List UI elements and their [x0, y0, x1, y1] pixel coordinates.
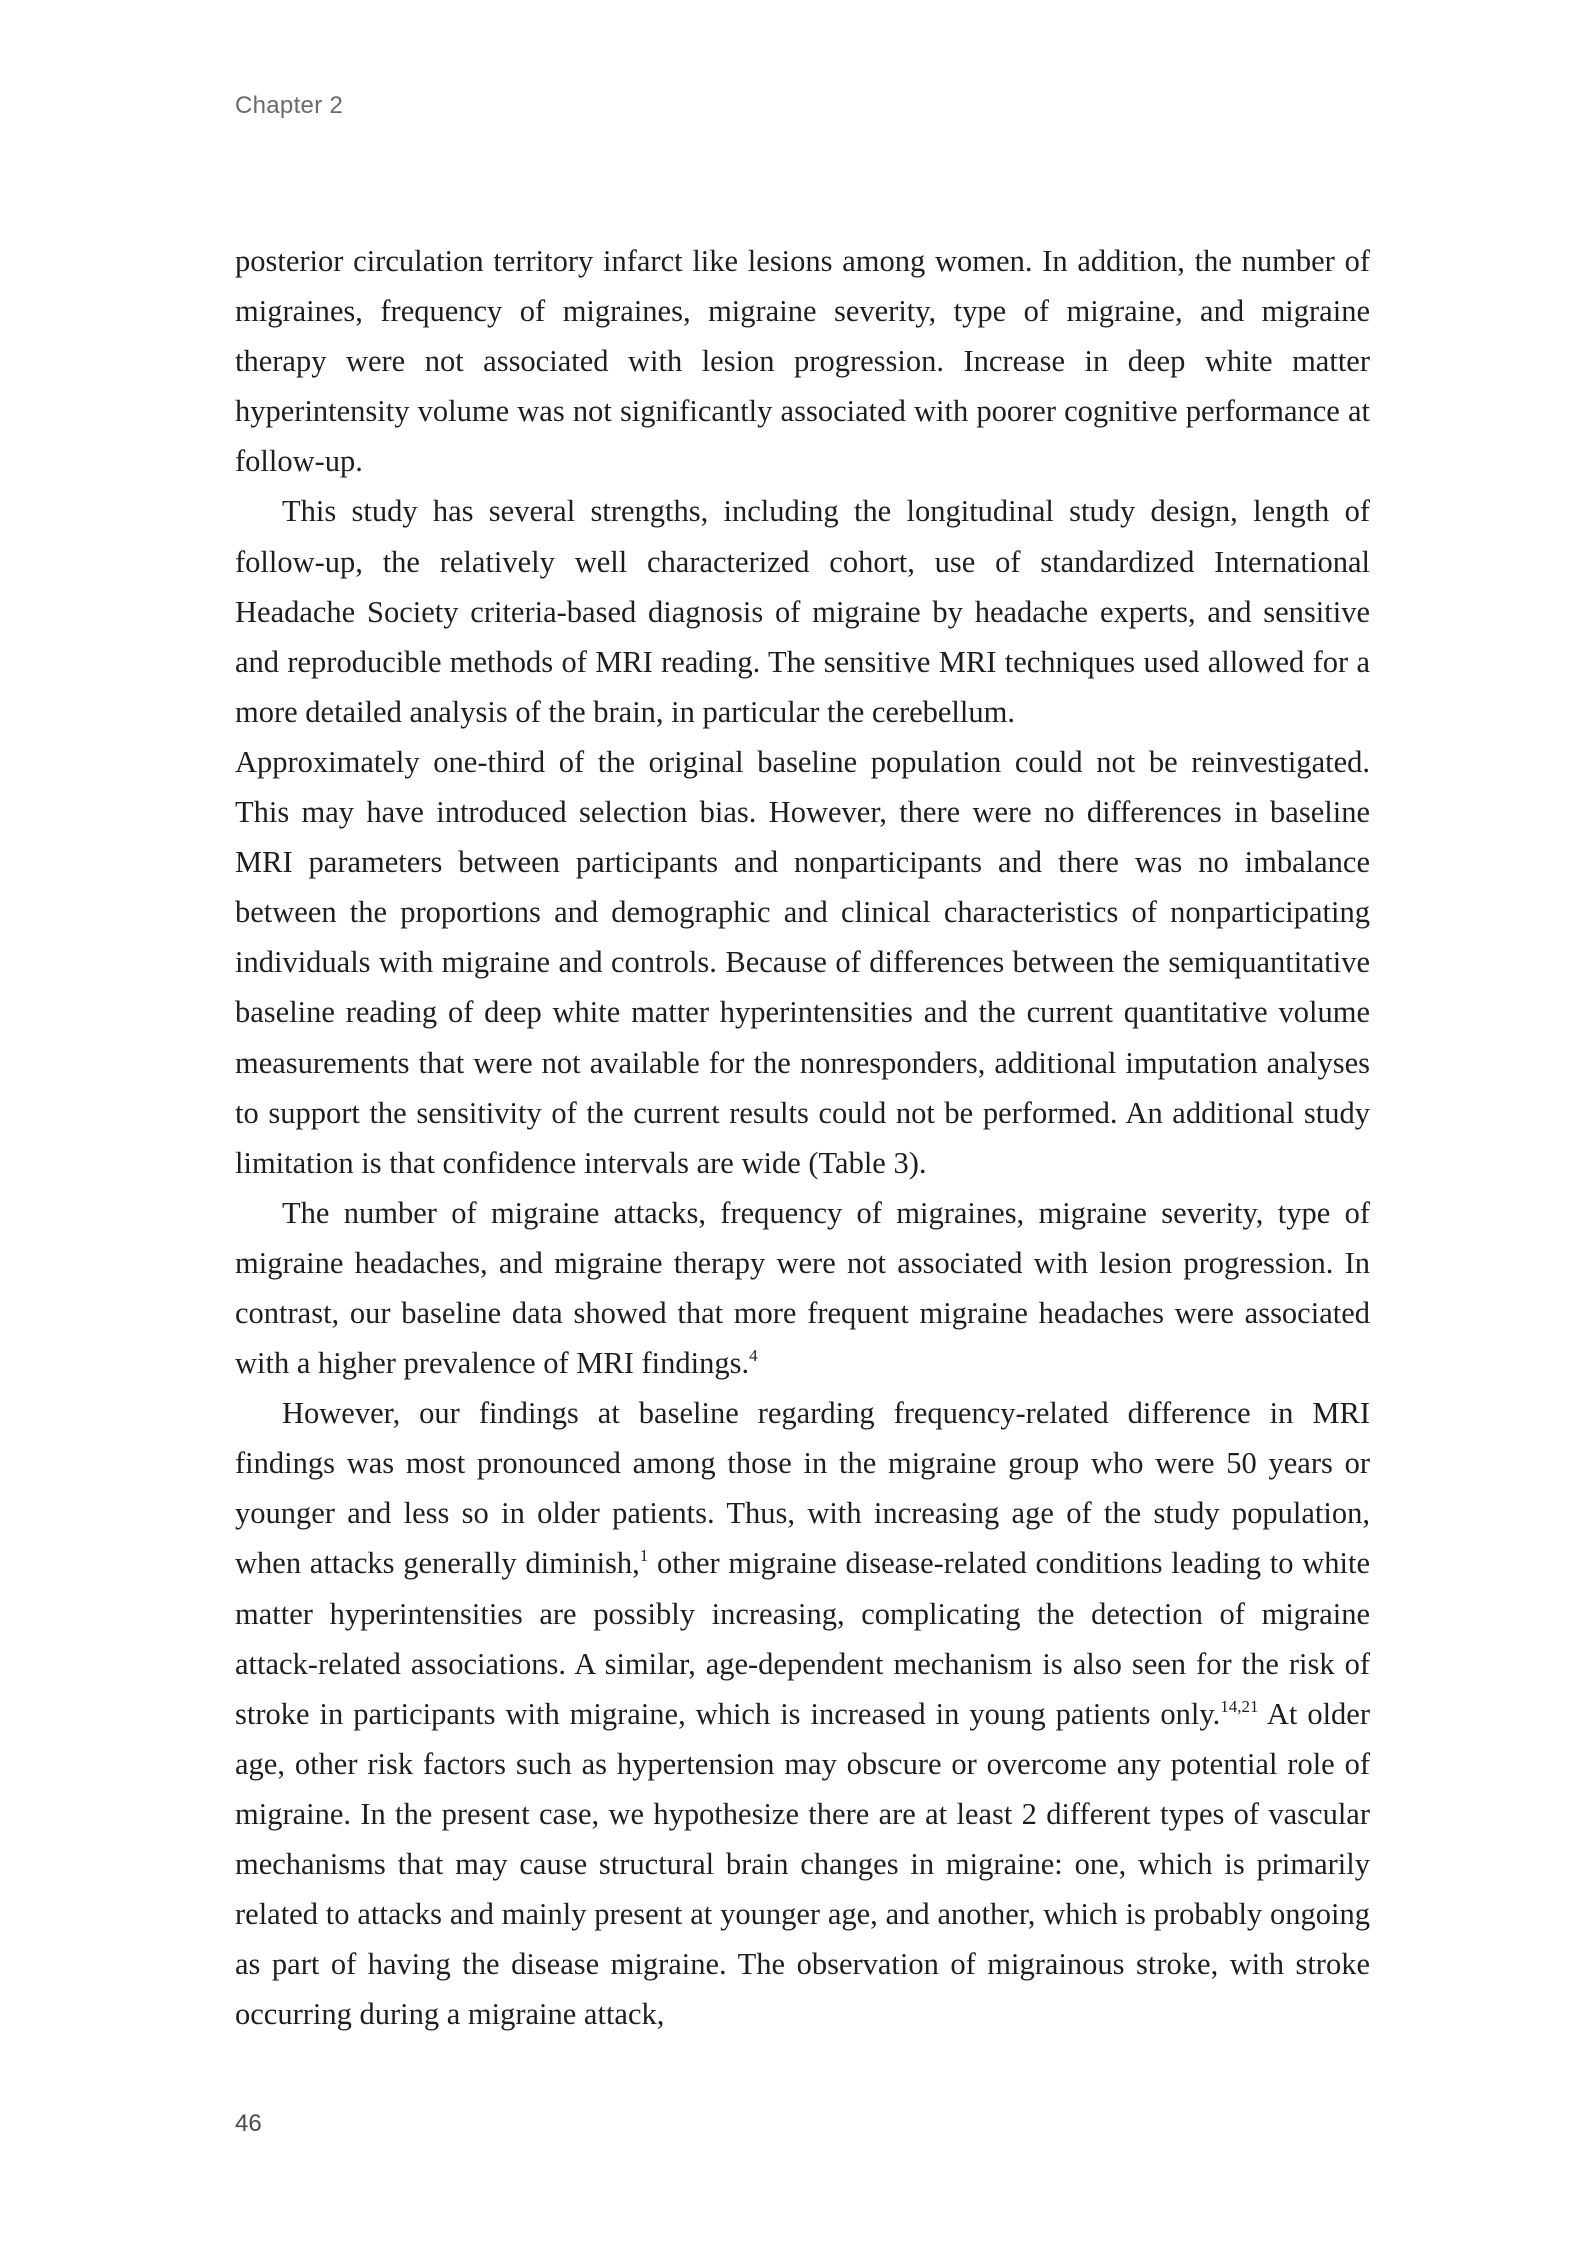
paragraph-4	[235, 1188, 1370, 1388]
citation-ref: 14,21	[1220, 1696, 1259, 1716]
citation-ref: 4	[749, 1346, 758, 1366]
paragraph-5-text-b: other migraine disease-related conditions leading to white matter hyperintensities are possibly increasing, complicating the detection of migraine attack-related associations. A similar, age-dependent mechanism is also seen for the risk of stroke in participants with migraine, which is increased in young patients only.	[235, 1546, 1370, 1731]
paragraph-5	[235, 1388, 1370, 2039]
paragraph-4-text: The number of migraine attacks, frequency of migraines, migraine severity, type of migraine headaches, and migraine therapy were not associated with lesion progression. In contrast, our baseline data showed that more frequent migraine headaches were associated with a higher prevalence of MRI findings.	[235, 1195, 1370, 1381]
body-text	[235, 236, 1370, 2039]
paragraph-5-text-a: However, our findings at baseline regarding frequency-related difference in MRI findings was most pronounced among those in the migraine group who were 50 years or younger and less so in older patients. Thus, with increasing age of the study population, when attacks generally diminish,	[235, 1396, 1370, 1581]
paragraph-2: This study has several strengths, including the longitudinal study design, length of follow-up, the relatively well characterized cohort, use of standardized International Headache Society criteria-based diagnosis of migraine by headache experts, and sensitive and reproducible methods of MRI reading. The sensitive MRI techniques used allowed for a more detailed analysis of the brain, in particular the cerebellum.	[235, 494, 1370, 729]
citation-ref: 1	[639, 1546, 649, 1566]
running-head: Chapter 2	[235, 92, 344, 119]
page-number: 46	[235, 2110, 262, 2137]
paragraph-5-text-c: At older age, other risk factors such as hypertension may obscure or overcome any potential role of migraine. In the present case, we hypothesize there are at least 2 different types of vascular mechanisms that may cause structural brain changes in migraine: one, which is primarily related to attacks and mainly present at younger age, and another, which is probably ongoing as part of having the disease migraine. The observation of migrainous stroke, with stroke occurring during a migraine attack,	[235, 1696, 1370, 2032]
paragraph-1: posterior circulation territory infarct like lesions among women. In addition, the number of migraines, frequency of migraines, migraine severity, type of migraine, and migraine therapy were not associated with lesion progression. Increase in deep white matter hyperintensity volume was not significantly associated with poorer cognitive performance at follow-up.	[235, 244, 1370, 479]
paragraph-3: Approximately one-third of the original baseline population could not be reinvestigated. This may have introduced selection bias. However, there were no differences in baseline MRI parameters between participants and nonparticipants and there was no imbalance between the proportions and demographic and clinical characteristics of nonparticipating individuals with migraine and controls. Because of differences between the semiquantitative baseline reading of deep white matter hyperintensities and the current quantitative volume measurements that were not available for the nonresponders, additional imputation analyses to support the sensitivity of the current results could not be performed. An additional study limitation is that confidence intervals are wide (Table 3).	[235, 744, 1370, 1180]
